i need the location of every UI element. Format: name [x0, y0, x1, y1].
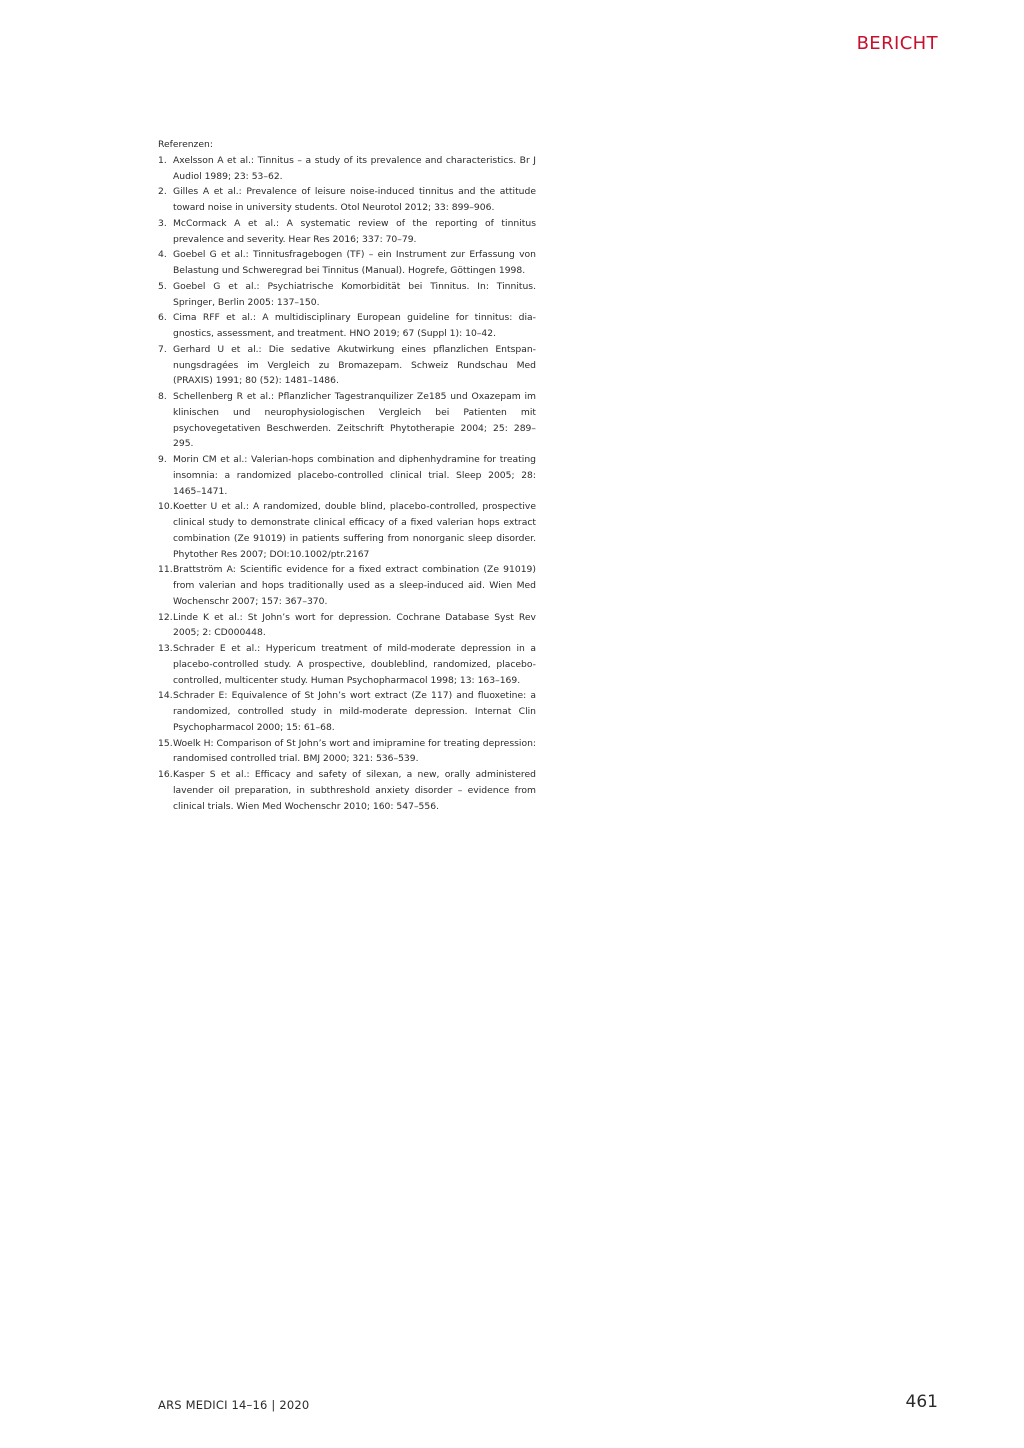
- reference-text: Kasper S et al.: Efficacy and safety of silexan, a new, orally administered lavender oil preparation, in subthreshold anxiety disorder – evidence from clinical trials. Wien Med Wochenschr 2010; 160: 547–556.: [173, 769, 536, 812]
- reference-item: [158, 310, 536, 342]
- reference-item: [158, 688, 536, 735]
- reference-number: 10.: [158, 501, 173, 513]
- footer-journal-title: ARS MEDICI 14–16 | 2020: [158, 1398, 310, 1412]
- reference-text: Brattström A: Scientific evidence for a fixed extract combination (Ze 91019) from valerian and hops traditionally used as a sleep-induced aid. Wien Med Wochenschr 2007; 157: 367–370.: [173, 564, 536, 607]
- reference-text: Morin CM et al.: Valerian-hops combination and diphenhydramine for treating insomnia: a randomized placebo-controlled clinical trial. Sleep 2005; 28: 1465–1471.: [173, 454, 536, 497]
- reference-item: [158, 216, 536, 248]
- reference-number: 14.: [158, 690, 173, 702]
- reference-text: Koetter U et al.: A randomized, double blind, placebo-controlled, prospective clinical study to demonstrate clinical efficacy of a fixed valerian hops extract combination (Ze 91019) in patients suffering from nonorganic sleep disorder. Phytother Res 2007; DOI:10.1002/ptr.2167: [173, 501, 536, 560]
- reference-item: [158, 767, 536, 814]
- reference-item: [158, 610, 536, 642]
- reference-text: Schellenberg R et al.: Pflanzlicher Tagestranquilizer Ze185 und Oxazepam im klinischen und neurophysiologischen Vergleich bei Patienten mit psychovegetativen Beschwerden. Zeitschrift Phytotherapie 2004; 25: 289–295.: [173, 391, 536, 450]
- reference-text: Schrader E: Equivalence of St John’s wort extract (Ze 117) and fluoxetine: a randomized, controlled study in mild-moderate depression. Internat Clin Psychopharmacol 2000; 15: 61–68.: [173, 690, 536, 733]
- reference-text: Linde K et al.: St John’s wort for depression. Cochrane Database Syst Rev 2005; 2: CD000448.: [173, 611, 536, 639]
- page-number: 461: [905, 1392, 938, 1412]
- reference-text: McCormack A et al.: A systematic review of the reporting of tinnitus prevalence and severity. Hear Res 2016; 337: 70–79.: [173, 217, 536, 245]
- reference-item: [158, 736, 536, 768]
- reference-list: [158, 153, 536, 815]
- reference-text: Gilles A et al.: Prevalence of leisure noise-induced tinnitus and the attitude toward noise in university students. Otol Neurotol 2012; 33: 899–906.: [173, 186, 536, 213]
- reference-text: Axelsson A et al.: Tinnitus – a study of its prevalence and characteristics. Br J Audiol 1989; 23: 53–62.: [173, 154, 536, 182]
- reference-number: 5.: [158, 280, 167, 292]
- reference-text: Goebel G et al.: Psychiatrische Komorbidität bei Tinnitus. In: Tinnitus. Springer, Berlin 2005: 137–150.: [173, 280, 536, 308]
- reference-text: Gerhard U et al.: Die sedative Akutwirkung eines pflanzlichen Entspannungsdragées im Vergleich zu Bromazepam. Schweiz Rundschau Med (PRAXIS) 1991; 80 (52): 1481–1486.: [173, 343, 536, 387]
- reference-text: Woelk H: Comparison of St John’s wort and imipramine for treating depression: randomised controlled trial. BMJ 2000; 321: 536–539.: [173, 737, 536, 765]
- references-block: [158, 137, 536, 814]
- reference-item: [158, 184, 536, 216]
- reference-item: [158, 389, 536, 452]
- reference-item: [158, 247, 536, 279]
- reference-item: [158, 499, 536, 562]
- reference-number: 12.: [158, 611, 173, 623]
- reference-item: [158, 641, 536, 688]
- reference-item: [158, 562, 536, 609]
- reference-text: Cima RFF et al.: A multidisciplinary European guideline for tinnitus: diagnostics, assessment, and treatment. HNO 2019; 67 (Suppl 1): 10–42.: [173, 312, 536, 339]
- reference-item: [158, 452, 536, 499]
- references-heading: Referenzen:: [158, 139, 213, 150]
- reference-number: 13.: [158, 643, 173, 654]
- reference-item: [158, 153, 536, 185]
- reference-number: 4.: [158, 249, 167, 261]
- reference-number: 2.: [158, 186, 167, 198]
- section-label: BERICHT: [856, 33, 938, 54]
- reference-number: 16.: [158, 769, 173, 780]
- reference-number: 11.: [158, 564, 173, 576]
- reference-text: Goebel G et al.: Tinnitusfragebogen (TF) – ein Instrument zur Erfassung von Belastung und Schweregrad bei Tinnitus (Manual). Hogrefe, Göttingen 1998.: [173, 249, 536, 276]
- reference-item: [158, 342, 536, 389]
- reference-text: Schrader E et al.: Hypericum treatment of mild-moderate depression in a placebo-controlled study. A prospective, doubleblind, randomized, placebo-controlled, multicenter study. Human Psychopharmacol 1998; 13: 163–169.: [173, 643, 536, 686]
- reference-number: 15.: [158, 737, 173, 749]
- reference-number: 3.: [158, 217, 167, 229]
- reference-number: 8.: [158, 391, 167, 402]
- reference-number: 7.: [158, 343, 167, 355]
- reference-item: [158, 279, 536, 311]
- reference-number: 1.: [158, 154, 167, 166]
- reference-number: 6.: [158, 312, 167, 324]
- reference-number: 9.: [158, 454, 167, 465]
